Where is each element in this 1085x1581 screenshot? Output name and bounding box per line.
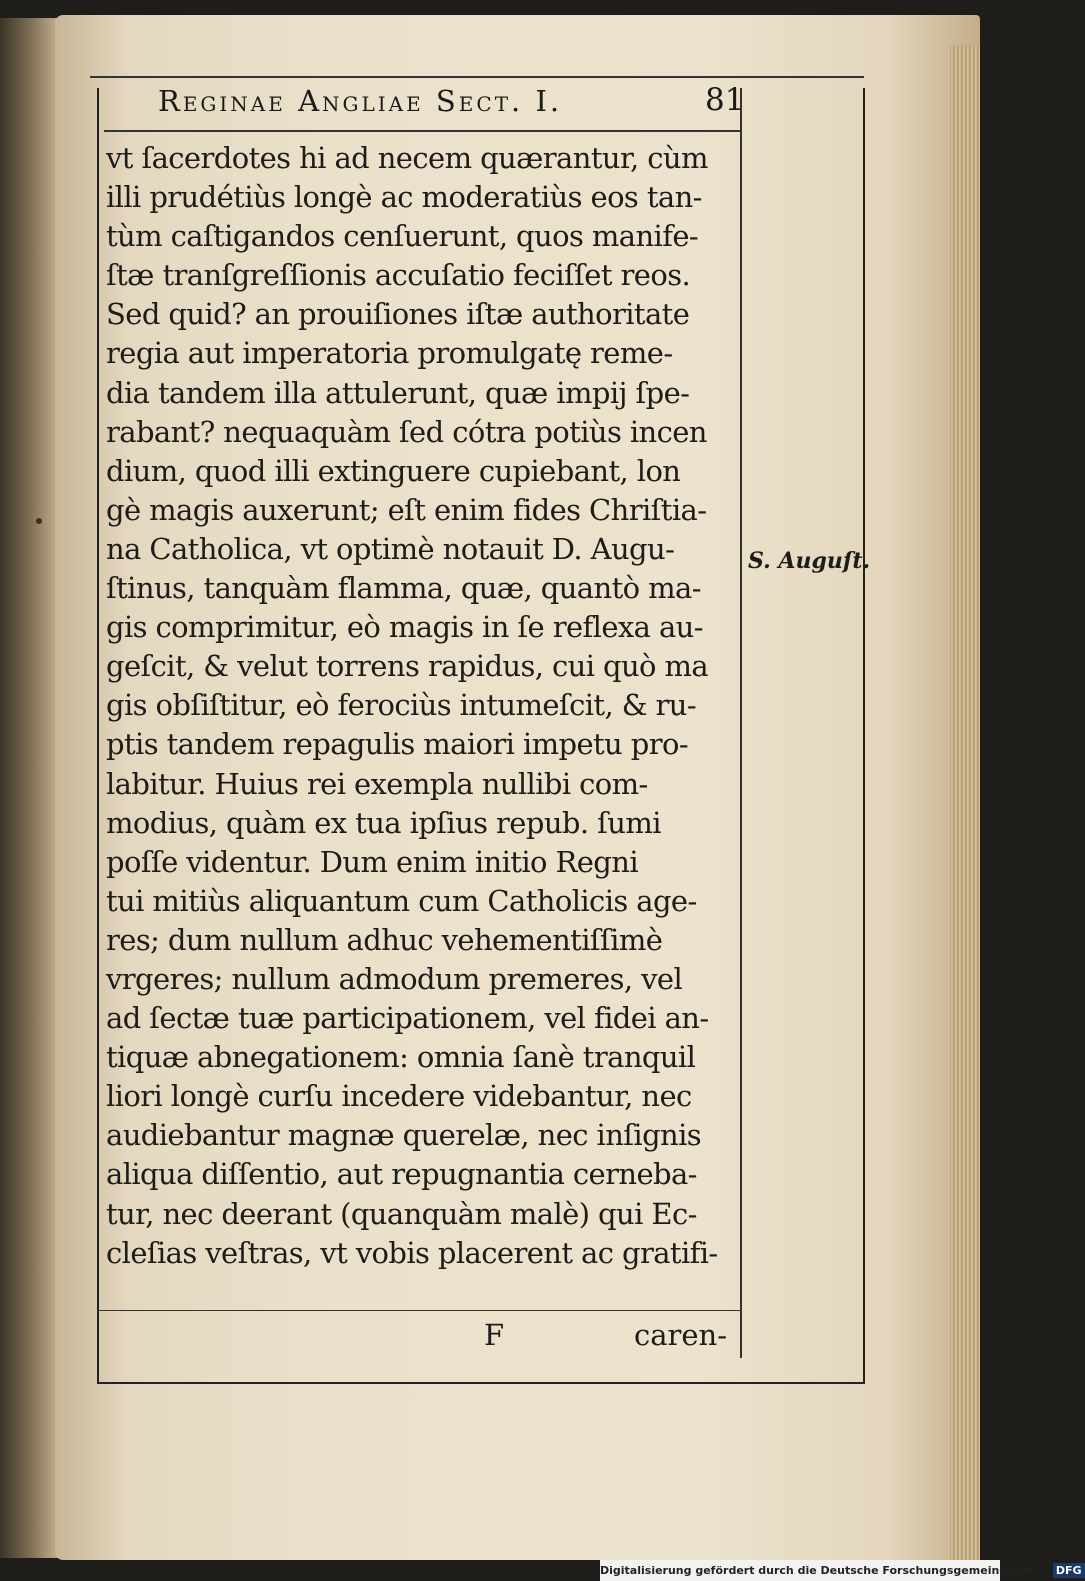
text-line: ſtinus, tanquàm flamma, quæ, quantò ma- — [106, 571, 701, 606]
text-line: na Catholica, vt optimè notauit D. Augu- — [106, 531, 675, 566]
signature-mark: F — [484, 1318, 505, 1352]
catchword: caren- — [634, 1318, 728, 1352]
text-line: cleſias veſtras, vt vobis placerent ac gratifi- — [106, 1235, 718, 1270]
body-text — [106, 139, 740, 1273]
page-edges — [950, 45, 980, 1570]
text-line: vrgeres; nullum admodum premeres, vel — [106, 961, 683, 996]
text-line: ad ſectæ tuæ participationem, vel fidei an- — [106, 1001, 709, 1036]
text-line: tur, nec deerant (quanquàm malè) qui Ec- — [106, 1196, 697, 1231]
header-rule — [104, 130, 740, 132]
text-line: gis comprimitur, eò magis in ſe reflexa au- — [106, 610, 703, 645]
text-line: dium, quod illi extinguere cupiebant, lon — [106, 453, 681, 488]
dfg-logo: DFG — [1053, 1563, 1085, 1578]
text-line: vt ſacerdotes hi ad necem quærantur, cùm — [106, 141, 708, 175]
text-line: aliqua diſſentio, aut repugnantia cerneba- — [106, 1157, 697, 1192]
running-head: Reginae Angliae Sect. I. — [158, 84, 563, 118]
text-line: illi prudétiùs longè ac moderatiùs eos tan- — [106, 180, 702, 215]
digitization-notice — [600, 1560, 1082, 1581]
marginal-note: S. Auguſt. — [748, 548, 871, 574]
text-line: tiquæ abnegationem: omnia ſanè tranquil — [106, 1040, 696, 1075]
text-line: Sed quid? an prouiſiones iſtæ authoritate — [106, 297, 690, 332]
top-rule — [90, 76, 864, 78]
text-line: liori longè curſu incedere videbantur, nec — [106, 1079, 692, 1114]
footer-rule — [98, 1310, 740, 1311]
text-line: gis obſiſtitur, eò ferociùs intumeſcit, & ru- — [106, 688, 697, 723]
text-line: poſſe videntur. Dum enim initio Regni — [106, 844, 639, 879]
page-number: 81 — [705, 82, 745, 118]
text-line: tui mitiùs aliquantum cum Catholicis age- — [106, 883, 697, 918]
text-line: gè magis auxerunt; eſt enim fides Chriſtia- — [106, 492, 707, 527]
text-line: modius, quàm ex tua ipſius repub. ſumi — [106, 805, 661, 840]
text-line: ſtæ tranſgreſſionis accuſatio feciſſet reos. — [106, 258, 691, 293]
margin-rule — [740, 88, 742, 1358]
text-line: regia aut imperatoria promulgatę reme- — [106, 336, 673, 371]
text-line: dia tandem illa attulerunt, quæ impij ſpe- — [106, 375, 690, 410]
text-line: tùm caſtigandos cenſuerunt, quos manife- — [106, 219, 699, 254]
text-line: geſcit, & velut torrens rapidus, cui quò ma — [106, 649, 709, 684]
digitization-notice-text: Digitalisierung gefördert durch die Deutsche Forschungsgemeinschaft - — [600, 1564, 1047, 1577]
text-line: audiebantur magnæ querelæ, nec inſignis — [106, 1118, 702, 1153]
text-line: labitur. Huius rei exempla nullibi com- — [106, 766, 648, 801]
text-line: res; dum nullum adhuc vehementiſſimè — [106, 922, 663, 957]
ink-spot — [36, 518, 42, 524]
text-line: ptis tandem repagulis maiori impetu pro- — [106, 727, 689, 762]
text-line: rabant? nequaquàm ſed cótra potiùs incen — [106, 414, 707, 449]
